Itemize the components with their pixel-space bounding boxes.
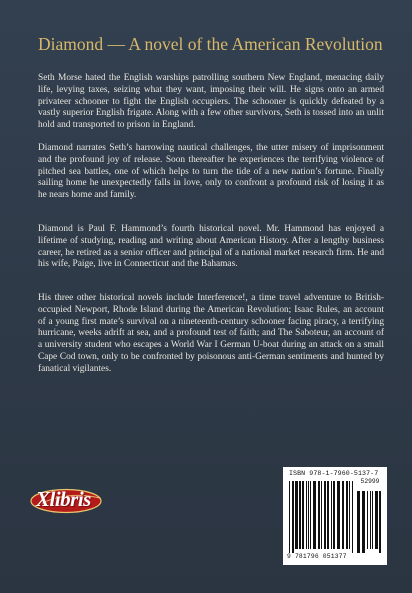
xlibris-logo	[30, 486, 104, 514]
synopsis-paragraph-2: Diamond narrates Seth’s harrowing nautical challenges, the utter misery of imprisonment and the profound joy of release. Soon thereafter he experiences the terrifying violence of pitched sea battles, one of which helps to turn the tide of a new nation’s fortune. Finally sailing home he unexpectedly falls in love, only to confront a profound risk of losing it as he nears home and family.	[38, 143, 384, 201]
isbn-number: ISBN 978-1-7960-5137-7	[289, 470, 379, 477]
other-novels-paragraph: His three other historical novels include Interference!, a time travel adventure to British-occupied Newport, Rhode Island during the American Revolution; Isaac Rules, an account of a young first mate’s survival on a nineteenth-century schooner facing piracy, a terrifying hurricane, weeks adrift at sea, and a profound test of faith; and The Saboteur, an account of a university student who escapes a World War I German U-boat during an attack on a small Cape Cod town, only to be confronted by poisonous anti-German sentiments and hunted by fanatical vigilantes.	[38, 293, 384, 374]
price-code: 52999	[360, 478, 380, 485]
logo-text: Xlibris	[36, 487, 91, 511]
barcode-bars	[289, 481, 355, 553]
barcode-digits: 9 781796 051377	[287, 553, 347, 560]
author-bio-paragraph: Diamond is Paul F. Hammond’s fourth historical novel. Mr. Hammond has enjoyed a lifetime of studying, reading and writing about American History. After a lengthy business career, he retired as a senior officer and principal of a national market research firm. He and his wife, Paige, live in Connecticut and the Bahamas.	[38, 224, 384, 270]
price-addon-bars	[357, 491, 381, 563]
synopsis-paragraph-1: Seth Morse hated the English warships patrolling southern New England, menacing daily life, levying taxes, seizing what they want, imposing their will. He signs onto an armed privateer schooner to fight the English occupiers. The schooner is quickly defeated by a vastly superior English frigate. Along with a few other survivors, Seth is tossed into an unlit hold and transported to prison in England.	[38, 73, 384, 131]
book-title: Diamond — A novel of the American Revolution	[38, 34, 383, 54]
